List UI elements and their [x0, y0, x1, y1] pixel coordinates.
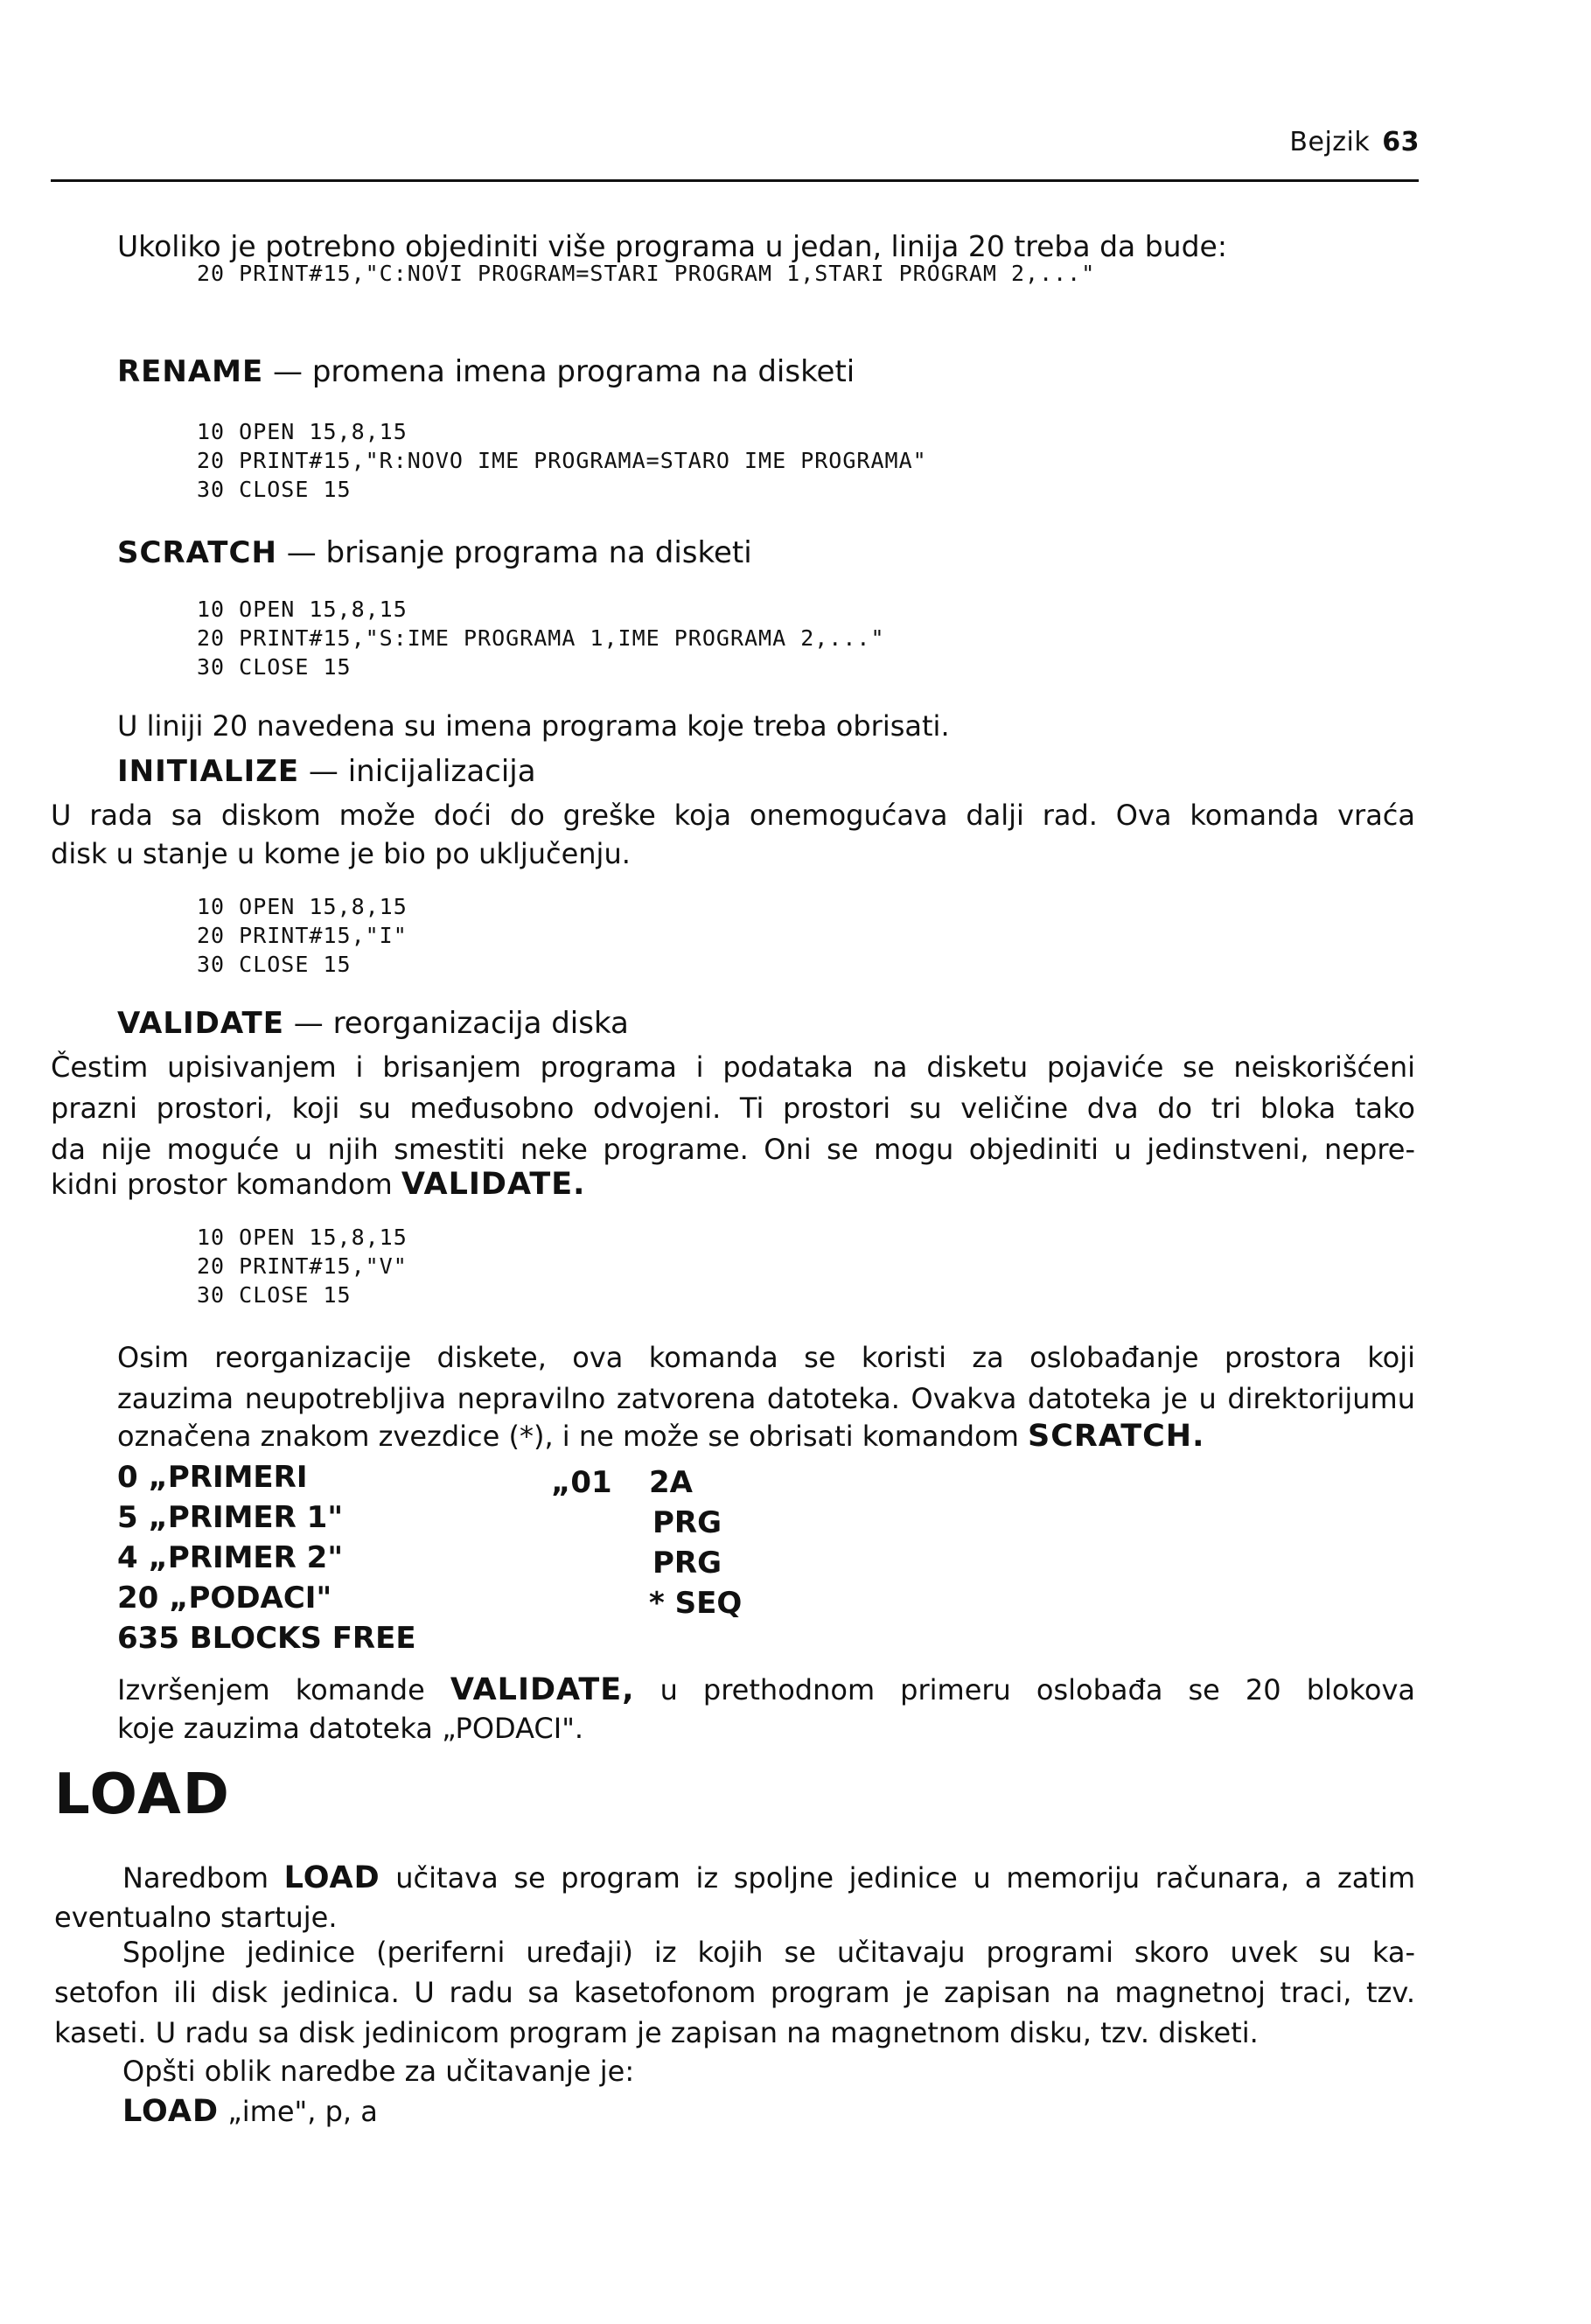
- page-number: 63: [1382, 127, 1420, 157]
- paragraph-line: [117, 1417, 1204, 1455]
- paragraph-line: da nije moguće u njih smestiti neke programe. Oni se mogu objediniti u jedinstveni, nepre-: [51, 1133, 1415, 1166]
- code-line: 20 PRINT#15,"V": [197, 1253, 408, 1279]
- directory-free: 635 BLOCKS FREE: [117, 1621, 416, 1656]
- paragraph-line: zauzima neupotrebljiva nepravilno zatvorena datoteka. Ovakva datoteka je u direktorijumu: [117, 1382, 1415, 1415]
- section-heading: LOAD: [54, 1762, 231, 1827]
- directory-col1: 5 „PRIMER 1": [117, 1500, 344, 1535]
- code-line: 20 PRINT#15,"R:NOVO IME PROGRAMA=STARO IME PROGRAMA": [197, 448, 927, 473]
- code-line: 20 PRINT#15,"S:IME PROGRAMA 1,IME PROGRAMA 2,...": [197, 625, 885, 651]
- scratch-note: U liniji 20 navedena su imena programa koje treba obrisati.: [117, 709, 950, 743]
- scratch-command: SCRATCH: [117, 535, 277, 570]
- paragraph-line: Osim reorganizacije diskete, ova komanda se koristi za oslobađanje prostora koji: [117, 1341, 1415, 1374]
- rename-heading: [117, 352, 855, 391]
- code-line: 30 CLOSE 15: [197, 477, 352, 502]
- directory-col3: PRG: [652, 1505, 722, 1540]
- load-p1-suffix: učitava se program iz spoljne jedinice u memoriju računara, a zatim: [380, 1861, 1416, 1895]
- paragraph-line: koje zauzima datoteka „PODACI".: [117, 1712, 584, 1745]
- paragraph-line: Opšti oblik naredbe za učitavanje je:: [122, 2055, 635, 2088]
- intro-code-line: 20 PRINT#15,"C:NOVI PROGRAM=STARI PROGRAM 1,STARI PROGRAM 2,...": [197, 261, 1096, 286]
- initialize-command: INITIALIZE: [117, 754, 300, 789]
- load-syntax-command: LOAD: [122, 2094, 220, 2129]
- paragraph-line: Spoljne jedinice (periferni uređaji) iz kojih se učitavaju programi skoro uvek su ka-: [122, 1936, 1415, 1969]
- validate-heading: [117, 1004, 629, 1043]
- initialize-description: — inicijalizacija: [299, 754, 536, 789]
- code-line: 30 CLOSE 15: [197, 654, 352, 680]
- result-suffix: u prethodnom primeru oslobađa se 20 blokova: [634, 1673, 1416, 1706]
- initialize-heading: [117, 752, 536, 791]
- load-syntax: [122, 2092, 378, 2131]
- rename-description: — promena imena programa na disketi: [263, 354, 855, 389]
- paragraph-line: [122, 1859, 1415, 1897]
- intro-text: Ukoliko je potrebno objediniti više programa u jedan, linija 20 treba da bude:: [117, 229, 1227, 263]
- code-line: 30 CLOSE 15: [197, 952, 352, 977]
- rename-command: RENAME: [117, 354, 264, 389]
- validate-inline-command: VALIDATE,: [450, 1672, 635, 1707]
- validate-after-text: označena znakom zvezdice (*), i ne može se obrisati komandom: [117, 1420, 1029, 1453]
- scratch-inline-command: SCRATCH.: [1028, 1419, 1205, 1454]
- paragraph-line: U rada sa diskom može doći do greške koja onemogućava dalji rad. Ova komanda vraća: [51, 799, 1415, 832]
- directory-col2: „01: [551, 1465, 612, 1500]
- paragraph-line: kaseti. U radu sa disk jedinicom program je zapisan na magnetnom disku, tzv. disketi.: [54, 2016, 1259, 2049]
- directory-col1: 4 „PRIMER 2": [117, 1540, 344, 1575]
- code-line: 10 OPEN 15,8,15: [197, 894, 408, 919]
- directory-col3: PRG: [652, 1546, 722, 1581]
- code-line: 10 OPEN 15,8,15: [197, 419, 408, 444]
- validate-command: VALIDATE: [117, 1006, 284, 1041]
- validate-inline-command: VALIDATE.: [401, 1167, 586, 1202]
- scratch-heading: [117, 534, 752, 572]
- paragraph-line: eventualno startuje.: [54, 1901, 338, 1934]
- paragraph-line: disk u stanje u kome je bio po uključenju.: [51, 837, 631, 870]
- paragraph-line: setofon ili disk jedinica. U radu sa kasetofonom program je zapisan na magnetnoj traci, tzv.: [54, 1976, 1415, 2009]
- header-rule: [51, 179, 1419, 182]
- load-syntax-args: „ime", p, a: [219, 2095, 378, 2128]
- paragraph-line: [51, 1165, 585, 1204]
- directory-col3: * SEQ: [649, 1586, 743, 1621]
- code-line: 20 PRINT#15,"I": [197, 923, 408, 948]
- scratch-description: — brisanje programa na disketi: [276, 535, 752, 570]
- result-prefix: Izvršenjem komande: [117, 1673, 450, 1706]
- code-line: 10 OPEN 15,8,15: [197, 1225, 408, 1250]
- load-p1-prefix: Naredbom: [122, 1861, 284, 1895]
- paragraph-line: Čestim upisivanjem i brisanjem programa i podataka na disketu pojaviće se neiskorišćeni: [51, 1050, 1415, 1084]
- page-header: [1289, 127, 1420, 157]
- paragraph-line: [117, 1671, 1415, 1709]
- code-line: 10 OPEN 15,8,15: [197, 597, 408, 622]
- directory-col3: 2A: [649, 1465, 693, 1500]
- paragraph-line: prazni prostori, koji su međusobno odvojeni. Ti prostori su veličine dva do tri bloka tako: [51, 1092, 1415, 1125]
- code-line: 30 CLOSE 15: [197, 1282, 352, 1308]
- running-title: Bejzik: [1289, 127, 1371, 157]
- directory-col1: 0 „PRIMERI: [117, 1460, 308, 1495]
- validate-last-text: kidni prostor komandom: [51, 1168, 401, 1201]
- validate-description: — reorganizacija diska: [283, 1006, 629, 1041]
- directory-col1: 20 „PODACI": [117, 1581, 332, 1616]
- load-inline-command: LOAD: [283, 1860, 380, 1895]
